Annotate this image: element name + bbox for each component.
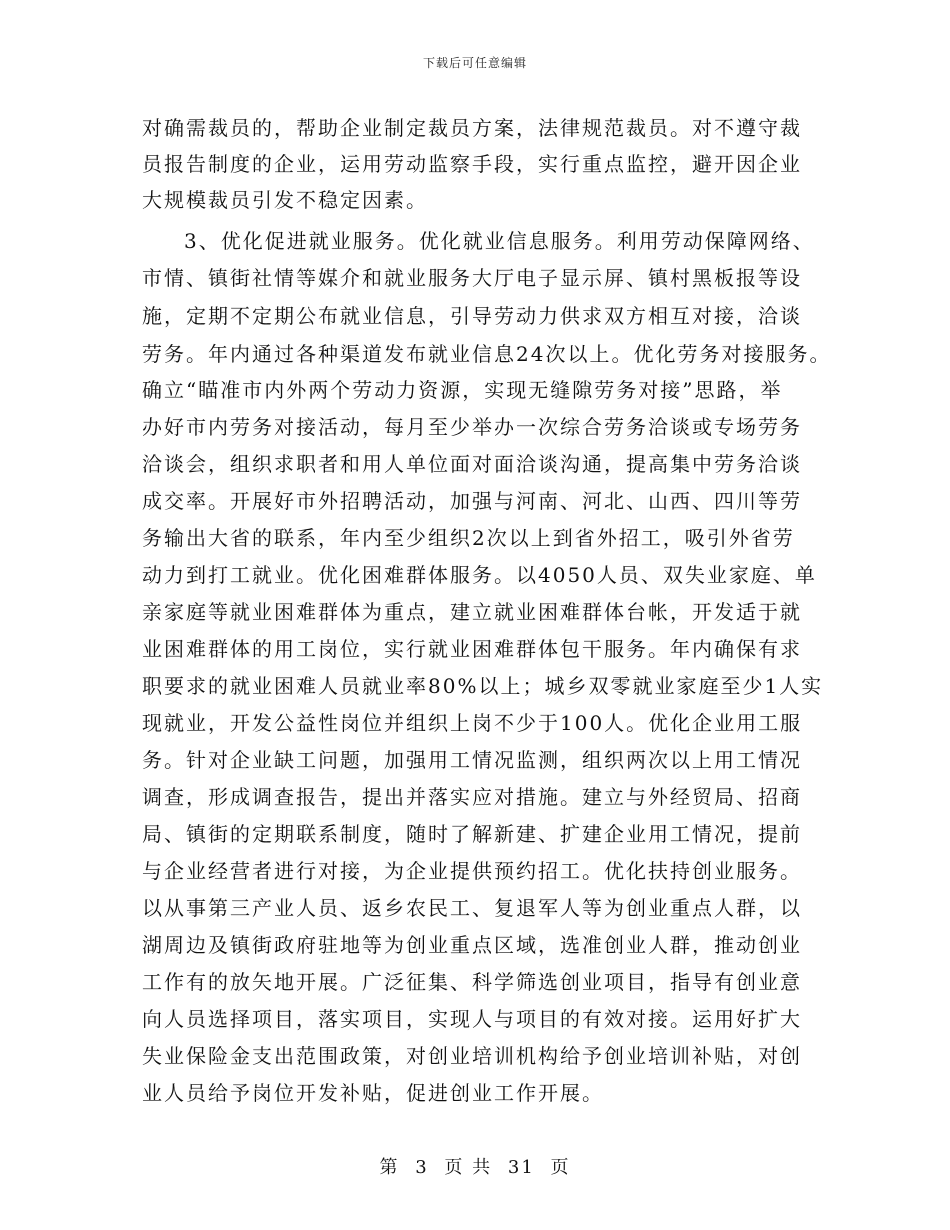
page-mid: 页 共 xyxy=(444,1157,493,1178)
text-line: 向人员选择项目，落实项目，实现人与项目的有效对接。运用好扩大 xyxy=(142,1007,802,1031)
page-prefix: 第 xyxy=(379,1157,400,1178)
text-line: 3、优化促进就业服务。优化就业信息服务。利用劳动保障网络、 xyxy=(184,229,815,253)
text-line: 办好市内劳务对接活动，每月至少举办一次综合劳务洽谈或专场劳务 xyxy=(142,415,802,439)
text-line: 务输出大省的联系，年内至少组织2次以上到省外招工，吸引外省劳 xyxy=(142,526,795,550)
text-line: 务。针对企业缺工问题，加强用工情况监测，组织两次以上用工情况 xyxy=(142,748,802,772)
page-suffix: 页 xyxy=(550,1157,571,1178)
text-line: 对确需裁员的，帮助企业制定裁员方案，法律规范裁员。对不遵守裁 xyxy=(142,116,802,140)
text-line: 劳务。年内通过各种渠道发布就业信息24次以上。优化劳务对接服务。 xyxy=(142,342,832,366)
text-line: 成交率。开展好市外招聘活动，加强与河南、河北、山西、四川等劳 xyxy=(142,489,802,513)
page-number-footer xyxy=(0,1153,950,1179)
text-line: 施，定期不定期公布就业信息，引导劳动力供求双方相互对接，洽谈 xyxy=(142,304,802,328)
text-line: 调查，形成调查报告，提出并落实应对措施。建立与外经贸局、招商 xyxy=(142,785,802,809)
text-line: 局、镇街的定期联系制度，随时了解新建、扩建企业用工情况，提前 xyxy=(142,822,802,846)
text-line: 以从事第三产业人员、返乡农民工、复退军人等为创业重点人群，以 xyxy=(142,896,802,920)
text-line: 湖周边及镇街政府驻地等为创业重点区域，选准创业人群，推动创业 xyxy=(142,933,802,957)
text-line: 与企业经营者进行对接，为企业提供预约招工。优化扶持创业服务。 xyxy=(142,859,802,883)
text-line: 职要求的就业困难人员就业率80%以上；城乡双零就业家庭至少1人实 xyxy=(142,674,824,698)
text-line: 洽谈会，组织求职者和用人单位面对面洽谈沟通，提高集中劳务洽谈 xyxy=(142,452,802,476)
body-text xyxy=(0,112,950,1112)
text-line: 业人员给予岗位开发补贴，促进创业工作开展。 xyxy=(142,1081,604,1105)
text-line: 亲家庭等就业困难群体为重点，建立就业困难群体台帐，开发适于就 xyxy=(142,600,802,624)
text-line: 员报告制度的企业，运用劳动监察手段，实行重点监控，避开因企业 xyxy=(142,152,802,176)
text-line: 业困难群体的用工岗位，实行就业困难群体包干服务。年内确保有求 xyxy=(142,637,802,661)
text-line: 失业保险金支出范围政策，对创业培训机构给予创业培训补贴，对创 xyxy=(142,1044,802,1068)
page-current: 3 xyxy=(415,1157,429,1178)
header-note: 下载后可任意编辑 xyxy=(422,56,527,70)
text-line: 现就业，开发公益性岗位并组织上岗不少于100人。优化企业用工服 xyxy=(142,711,803,735)
text-line: 大规模裁员引发不稳定因素。 xyxy=(142,188,428,212)
page-total: 31 xyxy=(507,1157,535,1178)
text-line: 市情、镇街社情等媒介和就业服务大厅电子显示屏、镇村黑板报等设 xyxy=(142,266,802,290)
text-line: 工作有的放矢地开展。广泛征集、科学筛选创业项目，指导有创业意 xyxy=(142,970,802,994)
text-line: 动力到打工就业。优化困难群体服务。以4050人员、双失业家庭、单 xyxy=(142,563,817,587)
text-line: 确立“瞄准市内外两个劳动力资源，实现无缝隙劳务对接”思路，举 xyxy=(142,378,783,402)
